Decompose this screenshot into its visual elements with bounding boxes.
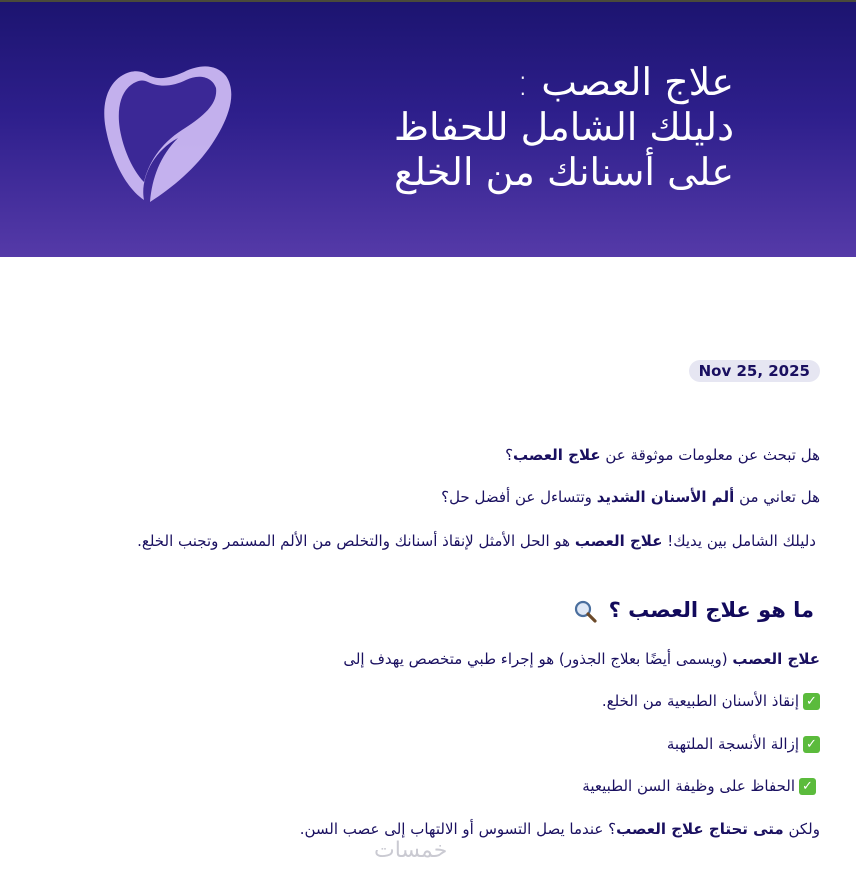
definition-bold: علاج العصب <box>732 650 820 668</box>
intro-1-end: ؟ <box>505 446 514 464</box>
when-paragraph <box>300 820 820 838</box>
list-item-text: إزالة الأنسجة الملتهبة <box>666 735 799 753</box>
intro-2-end: وتتساءل عن أفضل حل؟ <box>441 488 597 506</box>
definition-text: (ويسمى أيضًا بعلاج الجذور) هو إجراء طبي متخصص يهدف إلى <box>343 650 733 668</box>
intro-1-bold: علاج العصب <box>513 446 601 464</box>
watermark: خمسات <box>374 838 448 863</box>
intro-paragraph-2 <box>441 488 820 506</box>
publish-date: Nov 25, 2025 <box>689 360 820 382</box>
when-end: ؟ عندما يصل التسوس أو الالتهاب إلى عصب السن. <box>299 820 617 838</box>
section-heading-text: ما هو علاج العصب ؟ <box>608 598 814 622</box>
section-heading <box>573 598 814 623</box>
when-text: ولكن <box>783 820 820 838</box>
intro-2-bold: ألم الأسنان الشديد <box>596 488 735 506</box>
when-bold: متى تحتاج علاج العصب <box>616 820 784 838</box>
title-line-2: دليلك الشامل للحفاظ <box>393 105 734 149</box>
intro-paragraph-1 <box>505 446 820 464</box>
intro-3-text: دليلك الشامل بين يديك! <box>662 532 816 550</box>
intro-3-end: هو الحل الأمثل لإنقاذ أسنانك والتخلص من الألم المستمر وتجنب الخلع. <box>137 532 575 550</box>
definition-paragraph <box>343 650 820 668</box>
magnifier-icon <box>573 599 597 623</box>
list-item-text: الحفاظ على وظيفة السن الطبيعية <box>582 777 795 795</box>
check-mark-icon: ✓ <box>803 736 820 753</box>
hero-banner <box>0 2 856 257</box>
title-line-1: علاج العصب : <box>516 60 734 104</box>
check-mark-icon: ✓ <box>803 693 820 710</box>
page-title <box>214 60 734 195</box>
intro-3-bold: علاج العصب <box>574 532 663 550</box>
list-item <box>582 777 816 795</box>
intro-2-text: هل تعاني من <box>734 488 820 506</box>
intro-1-text: هل تبحث عن معلومات موثوقة عن <box>600 446 820 464</box>
list-item <box>602 692 820 710</box>
list-item <box>667 735 820 753</box>
check-mark-icon: ✓ <box>799 778 816 795</box>
title-line-3: على أسنانك من الخلع <box>394 150 734 194</box>
intro-paragraph-3 <box>137 532 816 550</box>
list-item-text: إنقاذ الأسنان الطبيعية من الخلع. <box>601 692 799 710</box>
